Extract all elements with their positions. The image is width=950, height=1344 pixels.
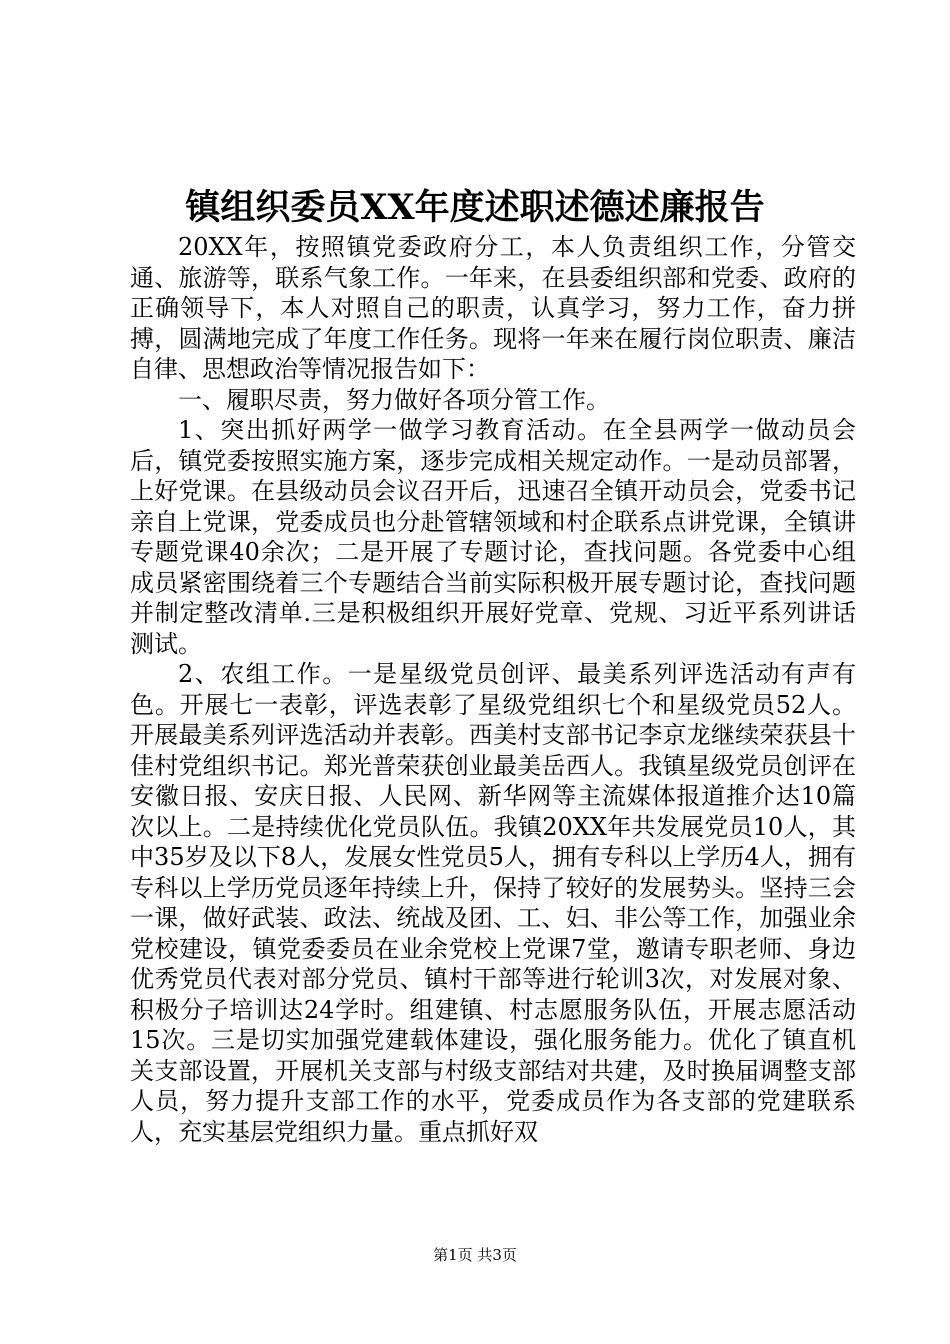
document-body bbox=[130, 232, 856, 1147]
paragraph-intro: 20XX年，按照镇党委政府分工，本人负责组织工作，分管交通、旅游等，联系气象工作。一年来，在县委组织部和党委、政府的正确领导下，本人对照自己的职责，认真学习，努力工作，奋力拼搏，圆满地完成了年度工作任务。现将一年来在履行岗位职责、廉洁自律、思想政治等情况报告如下： bbox=[130, 233, 856, 383]
document-title: 镇组织委员XX年度述职述德述廉报告 bbox=[185, 187, 765, 228]
paragraph-item-2: 2、农组工作。一是星级党员创评、最美系列评选活动有声有色。开展七一表彰，评选表彰了星级党组织七个和星级党员52人。开展最美系列评选活动并表彰。西美村支部书记李京龙继续荣获县十佳村党组织书记。郑光普荣获创业最美岳西人。我镇星级党员创评在安徽日报、安庆日报、人民网、新华网等主流媒体报道推介达10篇次以上。二是持续优化党员队伍。我镇20XX年共发展党员10人，其中35岁及以下8人，发展女性党员5人，拥有专科以上学历4人，拥有专科以上学历党员逐年持续上升，保持了较好的发展势头。坚持三会一课，做好武装、政法、统战及团、工、妇、非公等工作，加强业余党校建设，镇党委委员在业余党校上党课7堂，邀请专职老师、身边优秀党员代表对部分党员、镇村干部等进行轮训3次，对发展对象、积极分子培训达24学时。组建镇、村志愿服务队伍，开展志愿活动15次。三是切实加强党建载体建设，强化服务能力。优化了镇直机关支部设置，开展机关支部与村级支部结对共建，及时换届调整支部人员，努力提升支部工作的水平，党委成员作为各支部的党建联系人，充实基层党组织力量。重点抓好双 bbox=[130, 660, 856, 1146]
page-footer: 第1页 共3页 bbox=[433, 1246, 517, 1264]
paragraph-section-heading: 一、履职尽责，努力做好各项分管工作。 bbox=[178, 385, 610, 414]
paragraph-item-1: 1、突出抓好两学一做学习教育活动。在全县两学一做动员会后，镇党委按照实施方案，逐步完成相关规定动作。一是动员部署，上好党课。在县级动员会议召开后，迅速召全镇开动员会，党委书记亲自上党课，党委成员也分赴管辖领域和村企联系点讲党课，全镇讲专题党课40余次；二是开展了专题讨论，查找问题。各党委中心组成员紧密围绕着三个专题结合当前实际积极开展专题讨论，查找问题并制定整改清单.三是积极组织开展好党章、党规、习近平系列讲话测试。 bbox=[130, 416, 856, 658]
